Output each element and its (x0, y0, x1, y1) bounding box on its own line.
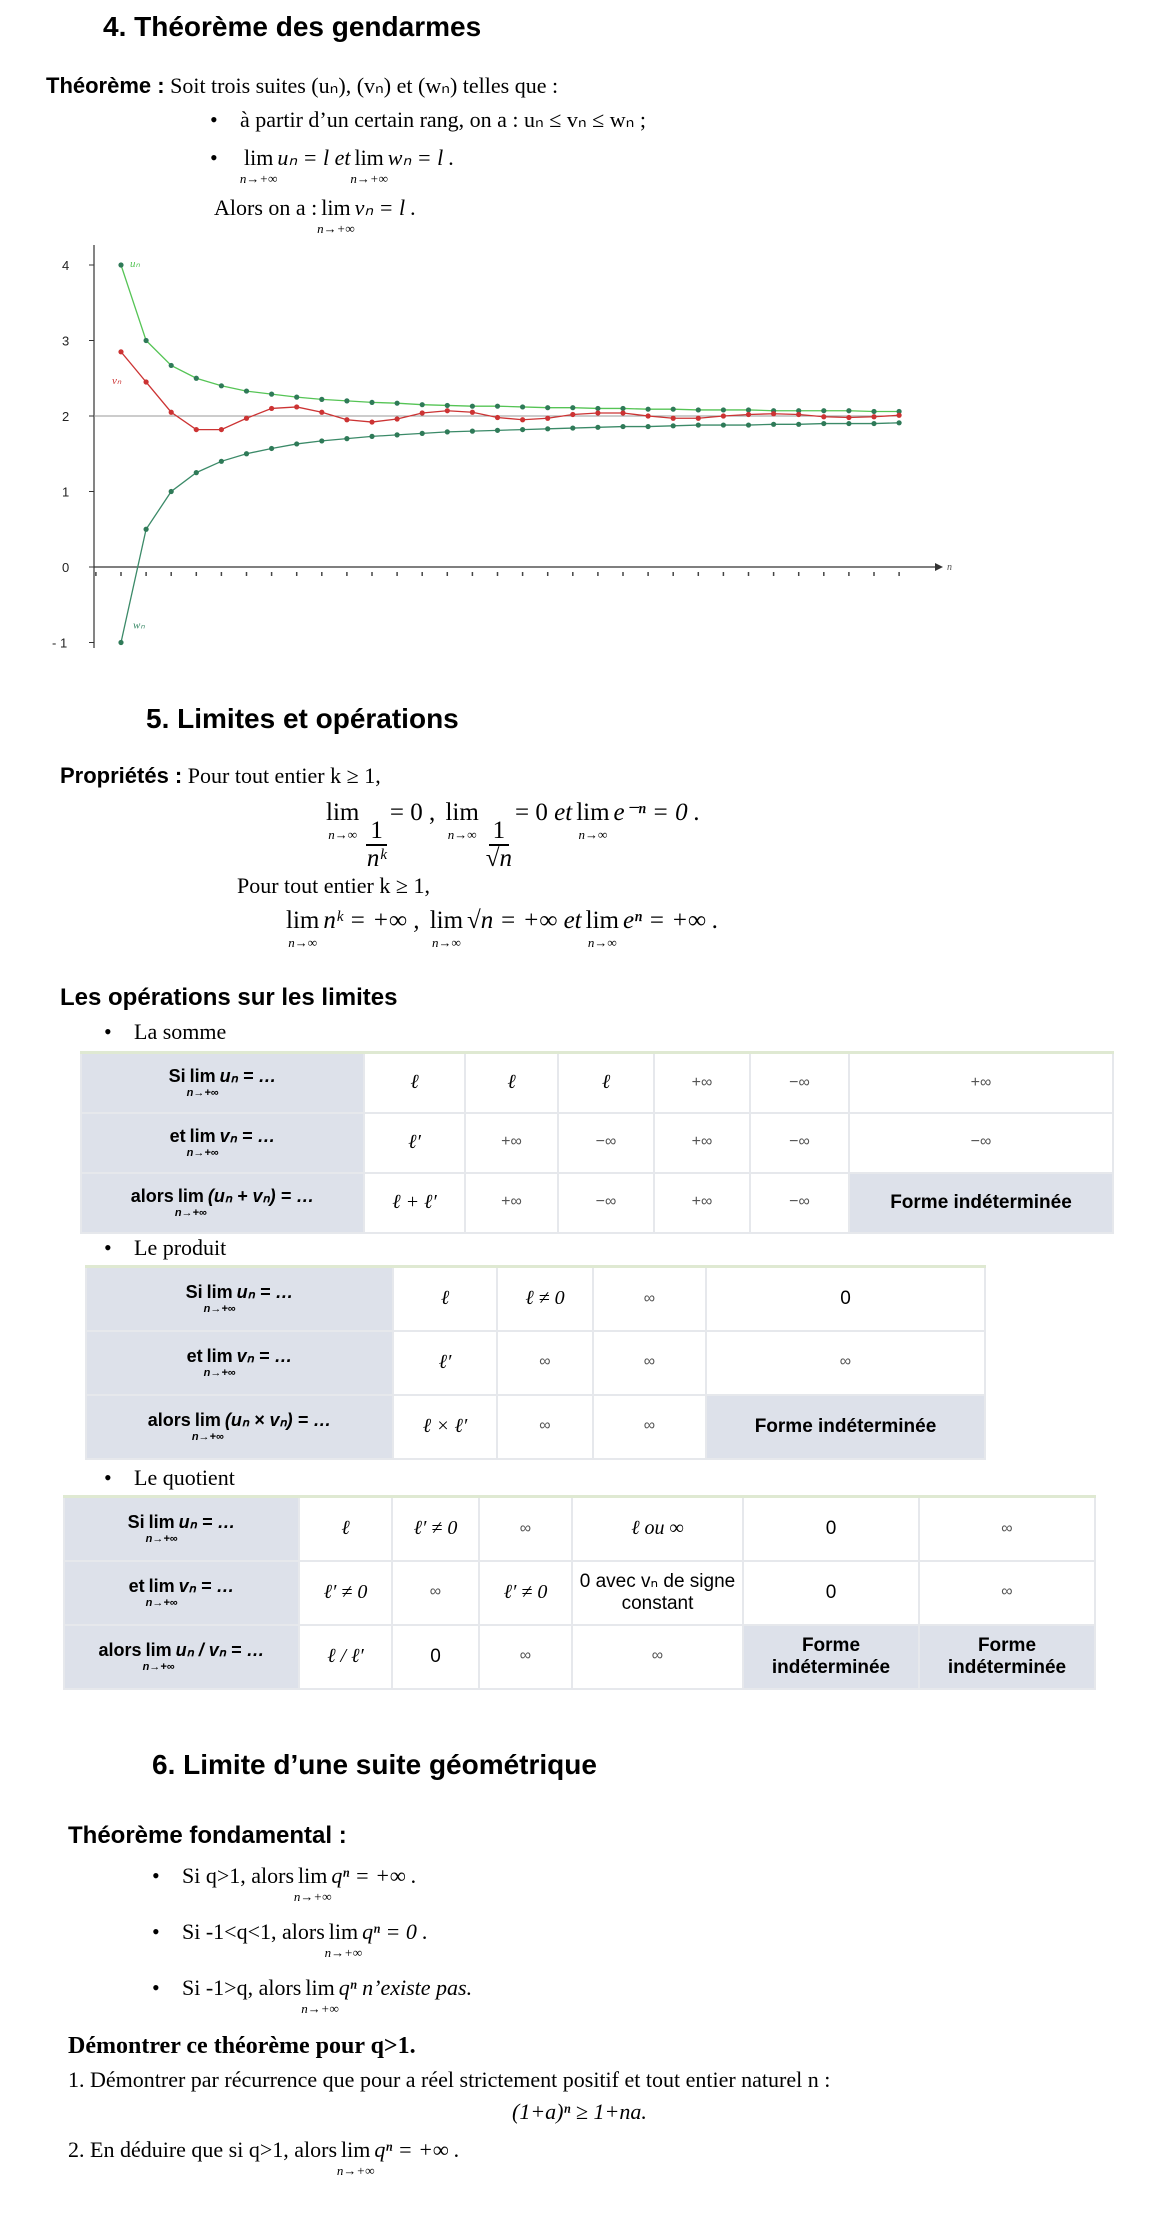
series-line-2 (121, 423, 899, 643)
data-point (118, 349, 123, 354)
data-point (194, 427, 199, 432)
table-cell: −∞ (558, 1113, 654, 1173)
data-point (846, 415, 851, 420)
data-point (294, 441, 299, 446)
data-point (646, 407, 651, 412)
series-label: uₙ (130, 258, 140, 270)
table-cell: ℓ′ ≠ 0 (299, 1561, 392, 1625)
row-header: et lim n→+∞ vₙ = … (64, 1561, 299, 1625)
table-row (86, 1267, 985, 1331)
data-point (319, 438, 324, 443)
quotient-limits-table (63, 1495, 1096, 1690)
condition-2 (210, 144, 455, 186)
table-cell: −∞ (558, 1173, 654, 1233)
data-point (871, 409, 876, 414)
question-1: 1. Démontrer par récurrence que pour a réel strictement positif et tout entier naturel n : (68, 2067, 831, 2092)
data-point (420, 402, 425, 407)
table-cell: ℓ (364, 1053, 465, 1113)
y-tick-label: - 1 (52, 635, 68, 651)
properties (60, 762, 381, 790)
row-header: alors lim n→+∞ uₙ / vₙ = … (64, 1625, 299, 1689)
data-point (821, 408, 826, 413)
data-point (269, 392, 274, 397)
data-point (520, 417, 525, 422)
data-point (395, 416, 400, 421)
data-point (595, 406, 600, 411)
theorem-statement (46, 72, 558, 100)
data-point (369, 400, 374, 405)
conclusion: Alors on a : lim n→+∞ vₙ = l . (214, 195, 417, 236)
data-point (445, 408, 450, 413)
data-point (470, 404, 475, 409)
data-point (244, 416, 249, 421)
lim: lim n→∞ (585, 907, 619, 950)
indeterminate-form-cell: Forme indéterminée (849, 1173, 1113, 1233)
y-tick-label: 1 (62, 484, 70, 500)
data-point (545, 405, 550, 410)
properties-label: Propriétés : (60, 763, 183, 788)
lim: lim n→+∞ (336, 2137, 375, 2178)
row-header: Si lim n→+∞ uₙ = … (81, 1053, 364, 1113)
data-point (771, 411, 776, 416)
data-point (144, 379, 149, 384)
data-point (570, 412, 575, 417)
row-header: alors lim n→+∞ (uₙ + vₙ) = … (81, 1173, 364, 1233)
row-header: et lim n→+∞ vₙ = … (86, 1331, 393, 1395)
table-cell: +∞ (654, 1053, 750, 1113)
table-cell: ∞ (919, 1497, 1095, 1561)
lim: lim n→+∞ (350, 145, 388, 186)
condition-2b: wₙ = l . (387, 145, 455, 170)
data-point (746, 412, 751, 417)
data-point (620, 410, 625, 415)
product-limits-table (85, 1265, 986, 1460)
data-point (821, 414, 826, 419)
table-cell: −∞ (750, 1173, 849, 1233)
table-cell: ℓ (299, 1497, 392, 1561)
table-cell: ∞ (392, 1561, 479, 1625)
table-cell: ∞ (593, 1267, 706, 1331)
row-header: Si lim n→+∞ uₙ = … (86, 1267, 393, 1331)
table-cell: ∞ (919, 1561, 1095, 1625)
lim: lim n→+∞ (317, 195, 355, 236)
data-point (696, 416, 701, 421)
data-point (144, 338, 149, 343)
table-cell: ∞ (497, 1395, 593, 1459)
series-line-1 (121, 352, 899, 430)
table-cell: +∞ (465, 1113, 558, 1173)
bullet-quotient: • Le quotient (104, 1465, 235, 1490)
x-axis-arrow (935, 563, 943, 571)
data-point (570, 425, 575, 430)
bullet-icon: • (210, 145, 218, 170)
case-q-less-minus-1: • Si -1>q, alors lim n→+∞ qⁿ n’existe pas. (152, 1975, 473, 2016)
table-cell: 0 (743, 1497, 919, 1561)
series-label: vₙ (112, 374, 122, 387)
data-point (219, 383, 224, 388)
inequality: (1+a)ⁿ ≥ 1+na. (512, 2099, 647, 2124)
table-cell: −∞ (750, 1113, 849, 1173)
data-point (721, 422, 726, 427)
section-4-title: 4. Théorème des gendarmes (103, 11, 482, 42)
table-cell: ∞ (593, 1395, 706, 1459)
table-cell: −∞ (849, 1113, 1113, 1173)
data-point (445, 429, 450, 434)
lim: lim n→∞ (576, 799, 610, 842)
data-point (420, 431, 425, 436)
data-point (821, 421, 826, 426)
data-point (671, 423, 676, 428)
bullet-icon: • (210, 107, 218, 132)
data-point (294, 404, 299, 409)
series-line-0 (121, 265, 899, 411)
table-cell: ℓ′ (393, 1331, 497, 1395)
table-cell: ℓ / ℓ′ (299, 1625, 392, 1689)
data-point (369, 419, 374, 424)
lim: lim n→∞ (326, 799, 360, 842)
data-point (470, 410, 475, 415)
question-2: 2. En déduire que si q>1, alors lim n→+∞ qⁿ = +∞ . (68, 2137, 460, 2178)
data-point (294, 395, 299, 400)
table-cell: ℓ × ℓ′ (393, 1395, 497, 1459)
section-5-title: 5. Limites et opérations (146, 703, 459, 734)
table-cell: ∞ (497, 1331, 593, 1395)
table-cell: ℓ′ ≠ 0 (392, 1497, 479, 1561)
table-cell: ∞ (479, 1625, 572, 1689)
table-row (86, 1331, 985, 1395)
table-row (86, 1395, 985, 1459)
data-point (595, 425, 600, 430)
table-cell: ℓ ou ∞ (572, 1497, 743, 1561)
demo-title: Démontrer ce théorème pour q>1. (68, 2033, 416, 2059)
table-cell: 0 avec vₙ de signe constant (572, 1561, 743, 1625)
data-point (319, 397, 324, 402)
table-cell: +∞ (654, 1173, 750, 1233)
data-point (796, 422, 801, 427)
table-cell: ℓ′ (364, 1113, 465, 1173)
data-point (746, 407, 751, 412)
data-point (319, 410, 324, 415)
table-row (81, 1113, 1113, 1173)
table-cell: +∞ (654, 1113, 750, 1173)
y-tick-label: 0 (62, 560, 70, 575)
theorem-text: Soit trois suites (uₙ), (vₙ) et (wₙ) telles que : (170, 73, 559, 98)
table-cell: ℓ (465, 1053, 558, 1113)
data-point (671, 416, 676, 421)
data-point (495, 428, 500, 433)
table-cell: ∞ (706, 1331, 985, 1395)
case-q-between: • Si -1<q<1, alors lim n→+∞ qⁿ = 0 . (152, 1919, 428, 1960)
indeterminate-form-cell: Forme indéterminée (743, 1625, 919, 1689)
indeterminate-form-cell: Forme indéterminée (706, 1395, 985, 1459)
y-tick-label: 3 (62, 333, 70, 349)
data-point (520, 427, 525, 432)
data-point (871, 421, 876, 426)
data-point (369, 434, 374, 439)
data-point (244, 451, 249, 456)
data-point (771, 422, 776, 427)
x-axis-label: n (947, 562, 952, 573)
fraction: $\frac{1}{\text{nᵏ}}$ (366, 816, 387, 872)
table-cell: 0 (392, 1625, 479, 1689)
table-cell: ℓ (393, 1267, 497, 1331)
case-q-greater-1: • Si q>1, alors lim n→+∞ qⁿ = +∞ . (152, 1863, 417, 1904)
data-point (721, 413, 726, 418)
table-cell: 0 (706, 1267, 985, 1331)
data-point (169, 489, 174, 494)
data-point (169, 363, 174, 368)
data-point (545, 416, 550, 421)
lim: lim n→+∞ (239, 145, 278, 186)
data-point (897, 420, 902, 425)
bullet-produit: • Le produit (104, 1235, 227, 1260)
data-point (144, 527, 149, 532)
data-point (620, 424, 625, 429)
table-row (64, 1625, 1095, 1689)
data-point (194, 376, 199, 381)
data-point (897, 413, 902, 418)
data-point (620, 406, 625, 411)
table-cell: ∞ (593, 1331, 706, 1395)
lim: lim n→∞ (286, 907, 320, 950)
data-point (646, 413, 651, 418)
data-point (420, 410, 425, 415)
condition-1 (210, 106, 646, 134)
data-point (846, 408, 851, 413)
properties-text: Pour tout entier k ≥ 1, (187, 763, 381, 788)
bullet-somme: • La somme (104, 1019, 227, 1044)
y-tick-label: 4 (62, 258, 70, 273)
data-point (344, 436, 349, 441)
data-point (721, 407, 726, 412)
data-point (646, 424, 651, 429)
table-cell: −∞ (750, 1053, 849, 1113)
section-6-title: 6. Limite d’une suite géométrique (152, 1749, 597, 1780)
data-point (696, 407, 701, 412)
y-tick-label: 2 (62, 409, 70, 424)
table-cell: +∞ (465, 1173, 558, 1233)
table-row (81, 1053, 1113, 1113)
data-point (395, 401, 400, 406)
formula-infinite-limits: lim n→∞ nᵏ = +∞ , lim n→∞ √n = +∞ et lim n→∞ eⁿ = +∞ . (286, 907, 719, 950)
table-row (64, 1561, 1095, 1625)
table-row (81, 1173, 1113, 1233)
lim: lim n→∞ (429, 907, 464, 950)
table-cell: ℓ′ ≠ 0 (479, 1561, 572, 1625)
lim: lim n→∞ (445, 799, 479, 842)
data-point (219, 459, 224, 464)
series-label: wₙ (133, 619, 145, 632)
table-cell: 0 (743, 1561, 919, 1625)
table-cell: +∞ (849, 1053, 1113, 1113)
data-point (118, 262, 123, 267)
fraction: $\frac{1}{√n}$ (485, 816, 513, 872)
data-point (244, 388, 249, 393)
table-row (64, 1497, 1095, 1561)
data-point (470, 429, 475, 434)
data-point (495, 404, 500, 409)
table-cell: ℓ + ℓ′ (364, 1173, 465, 1233)
condition-1-text: à partir d’un certain rang, on a : uₙ ≤ vₙ ≤ wₙ ; (240, 107, 646, 132)
table-cell: ∞ (572, 1625, 743, 1689)
sum-limits-table (80, 1051, 1114, 1234)
fundamental-theorem-label: Théorème fondamental : (68, 1822, 347, 1849)
data-point (846, 421, 851, 426)
data-point (219, 427, 224, 432)
data-point (344, 417, 349, 422)
data-point (269, 446, 274, 451)
row-header: et lim n→+∞ vₙ = … (81, 1113, 364, 1173)
lim: lim n→+∞ (324, 1919, 363, 1960)
lim: lim n→+∞ (301, 1975, 339, 2016)
row-header: alors lim n→+∞ (uₙ × vₙ) = … (86, 1395, 393, 1459)
data-point (344, 398, 349, 403)
data-point (520, 404, 525, 409)
data-point (671, 407, 676, 412)
data-point (871, 414, 876, 419)
data-point (495, 415, 500, 420)
theorem-label: Théorème : (46, 73, 165, 98)
data-point (545, 426, 550, 431)
data-point (169, 410, 174, 415)
data-point (395, 432, 400, 437)
data-point (696, 422, 701, 427)
table-cell: ℓ (558, 1053, 654, 1113)
data-point (796, 412, 801, 417)
data-point (570, 405, 575, 410)
data-point (746, 422, 751, 427)
data-point (445, 403, 450, 408)
indeterminate-form-cell: Forme indéterminée (919, 1625, 1095, 1689)
data-point (595, 410, 600, 415)
squeeze-chart (0, 240, 960, 660)
data-point (118, 640, 123, 645)
table-cell: ℓ ≠ 0 (497, 1267, 593, 1331)
lim: lim n→+∞ (293, 1863, 332, 1904)
data-point (269, 406, 274, 411)
operations-title: Les opérations sur les limites (60, 984, 398, 1011)
table-cell: ∞ (479, 1497, 572, 1561)
formula-zero-limits: lim n→∞ $\frac{1}{\text{nᵏ}}$ = 0 , lim n→∞ $\frac{1}{√n}$ = 0 et lim n→∞ e⁻ⁿ = 0 . (326, 799, 701, 872)
condition-2a: uₙ = l et (277, 145, 351, 170)
row-header: Si lim n→+∞ uₙ = … (64, 1497, 299, 1561)
data-point (194, 470, 199, 475)
properties-text-2: Pour tout entier k ≥ 1, (237, 873, 430, 898)
